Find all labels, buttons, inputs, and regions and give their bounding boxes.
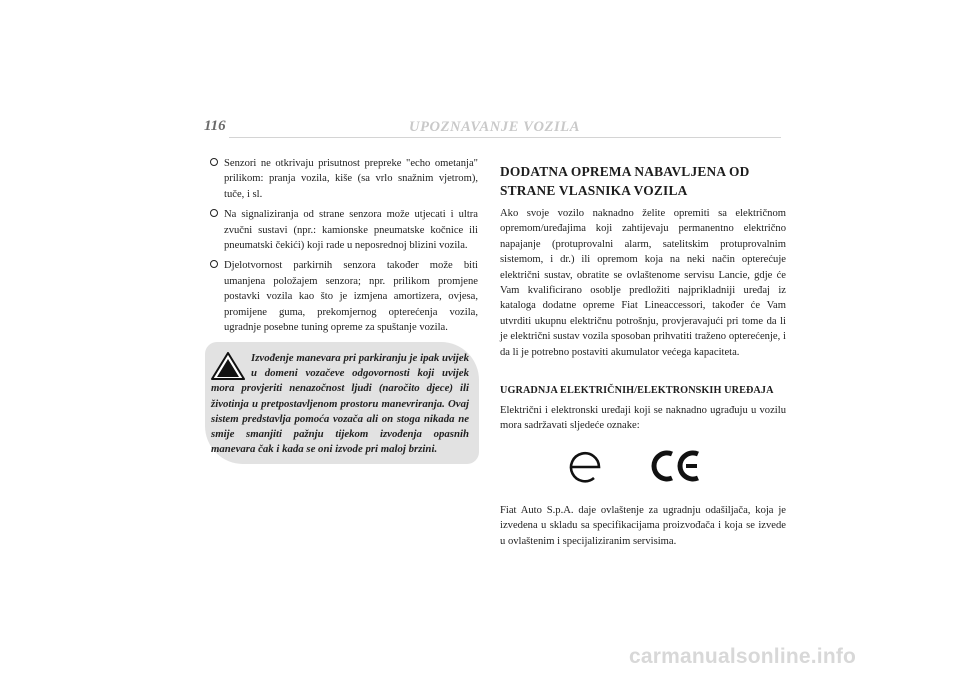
ce-mark-icon [650, 449, 702, 483]
bullet-item [210, 258, 478, 335]
bullet-text: Senzori ne otkrivaju prisutnost prepreke "echo ometanja" prilikom: pranja vozila, kiše (sa vrlo snažnim vjetrom), tuče, i sl. [224, 158, 478, 200]
subsection-title: UGRADNJA ELEKTRIČNIH/ELEKTRONSKIH UREĐAJA [500, 385, 774, 397]
bullet-circle-icon [210, 260, 218, 268]
page-header [204, 118, 784, 142]
warning-text: Izvođenje manevara pri parkiranju je ipak uvijek u domeni vozačeve odgovornosti koji uvijek mora provjeriti nenazočnost ljudi (naročito djece) ili životinja u pretpostavljenom prostoru manevriranja. Ovaj sistem predstavlja pomoćа vozača ali on stoga nikada ne smije smanjiti pažnju tijekom izvođenja opasnih manevara čak i kada se oni izvode pri maloj brzini. [211, 352, 469, 456]
bullet-item [210, 207, 478, 253]
right-column [500, 162, 786, 549]
bullet-circle-icon [210, 209, 218, 217]
warning-box [205, 342, 479, 464]
left-column [210, 156, 478, 340]
bullet-text: Na signaliziranja od strane senzora može utjecati i ultra zvučni sustavi (npr.: kamionske pneumatske kočnice ili pneumatski čekići) koji rade u neposrednoj blizini vozila. [224, 209, 478, 252]
e-mark-icon [566, 447, 604, 485]
certification-marks [500, 443, 786, 491]
chapter-title: UPOZNAVANJE VOZILA [409, 119, 580, 135]
header-divider [229, 137, 781, 138]
section-title: DODATNA OPREMA NABAVLJENA OD STRANE VLASNIKA VOZILA [500, 164, 750, 198]
bullet-item [210, 156, 478, 202]
intro-paragraph: Ako svoje vozilo naknadno želite opremiti sa električnom opremom/uređajima koji zahtijevaju permanentno električno napajanje (protuprovalni alarm, satelitskim protuprovalnim sistemom, i dr.) ili opremom koja na neki način opterećuje električni sustav, obratite se ovlaštenome servisu Lancie, gdje će Vam kvalificirano osoblje predložiti najprikladniji uređaj iz kataloga dodatne opreme Fiat Lineaccessori, također će Vam utvrditi ukupnu električnu potrošnju, provjeravajući pri tome da li je električni sustav vozila sposoban prihvatiti traženo opterećenje, i da li je potrebno postaviti akumulator većega kapaciteta. [500, 208, 786, 358]
bullet-text: Djelotvornost parkirnih senzora također može biti umanjena položajem senzora; npr. prilikom promjene postavki vozila kao što je izmjena amortizera, ovjesa, promijene guma, prekomjernog opterećenja vozila, ugradnje posebne tuning opreme za spuštanje vozila. [224, 260, 478, 334]
subsection-paragraph: Električni i elektronski uređaji koji se naknadno ugrađuju u vozilu mora sadržavati sljedeće oznake: [500, 405, 786, 432]
warning-triangle-icon [211, 352, 245, 380]
bullet-circle-icon [210, 158, 218, 166]
watermark: carmanualsonline.info [629, 645, 857, 668]
page-number: 116 [204, 118, 226, 134]
closing-paragraph: Fiat Auto S.p.A. daje ovlaštenje za ugradnju odašiljača, koja je izvedena u skladu sa specifikacijama proizvođača i koja se izvede u ovlaštenim i specijaliziranim servisima. [500, 504, 786, 547]
